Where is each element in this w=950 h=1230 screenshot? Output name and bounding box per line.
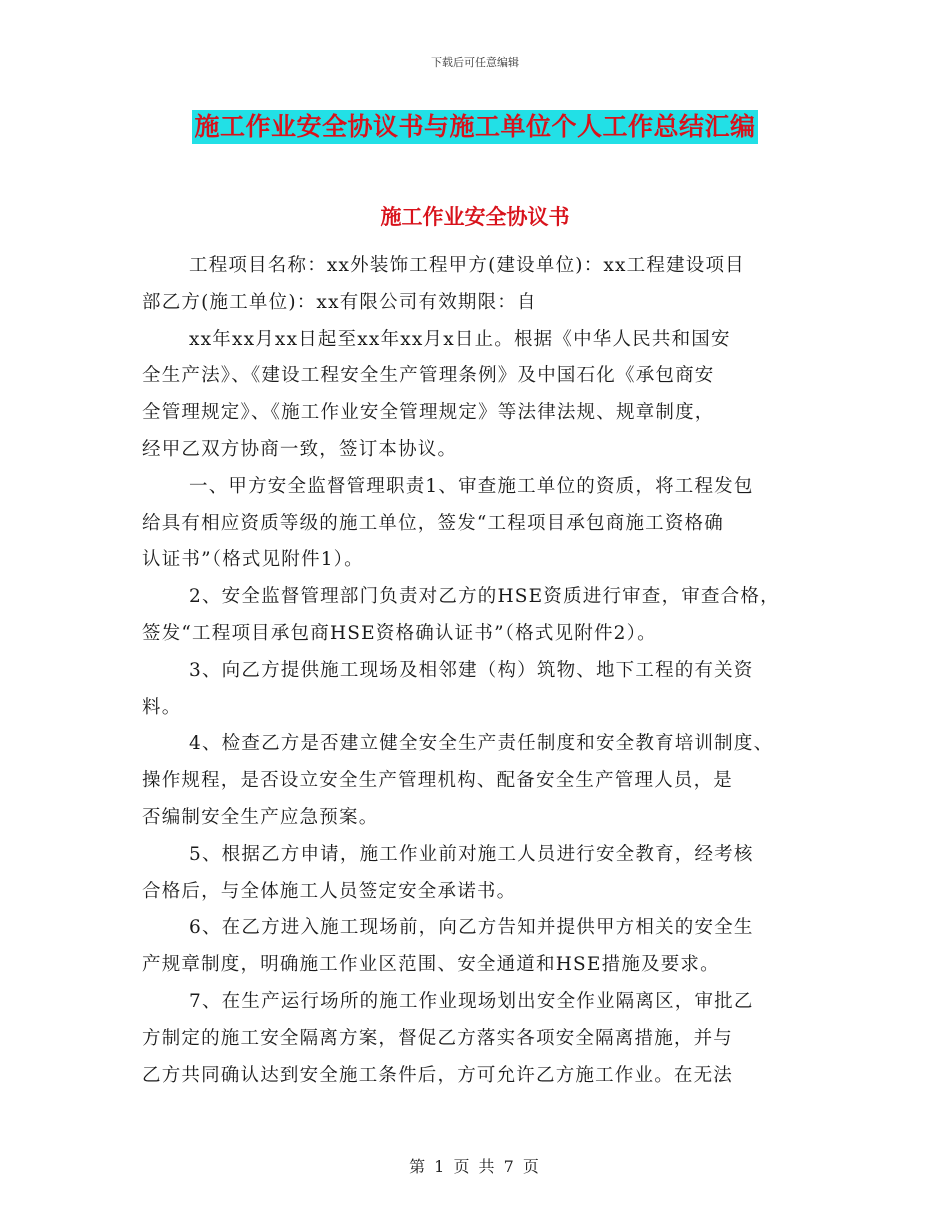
body-line: 产规章制度，明确施工作业区范围、安全通道和HSE措施及要求。 (142, 954, 720, 976)
body-line: 4、检查乙方是否建立健全安全生产责任制度和安全教育培训制度、 (189, 733, 774, 755)
body-line: 2、安全监督管理部门负责对乙方的HSE资质进行审查，审查合格， (189, 586, 780, 608)
section-title: 施工作业安全协议书 (380, 204, 570, 229)
body-line: 一、甲方安全监督管理职责1、审查施工单位的资质，将工程发包 (189, 475, 754, 497)
document-body (142, 248, 822, 1094)
body-line: 操作规程，是否设立安全生产管理机构、配备安全生产管理人员，是 (142, 770, 734, 792)
body-line: 工程项目名称：xx外装饰工程甲方(建设单位)：xx工程建设项目 (189, 255, 745, 276)
main-title: 施工作业安全协议书与施工单位个人工作总结汇编 (192, 110, 757, 144)
body-line: 部乙方(施工单位)：xx有限公司有效期限：自 (142, 291, 537, 313)
body-line: 合格后，与全体施工人员签定安全承诺书。 (142, 880, 517, 902)
body-line: 全管理规定》、《施工作业安全管理规定》等法律法规、规章制度， (142, 402, 715, 424)
body-line: 6、在乙方进入施工现场前，向乙方告知并提供甲方相关的安全生 (189, 917, 754, 939)
body-line: 乙方共同确认达到安全施工条件后，方可允许乙方施工作业。在无法 (142, 1064, 734, 1086)
header-note: 下载后可任意编辑 (431, 56, 519, 69)
body-line: 5、根据乙方申请，施工作业前对施工人员进行安全教育，经考核 (189, 843, 754, 865)
body-line: 全生产法》、《建设工程安全生产管理条例》及中国石化《承包商安 (142, 365, 715, 387)
body-line: 认证书”（格式见附件1）。 (142, 549, 364, 571)
body-line: xx年xx月xx日起至xx年xx月x日止。根据《中华人民共和国安 (189, 328, 731, 350)
body-line: 方制定的施工安全隔离方案，督促乙方落实各项安全隔离措施，并与 (142, 1027, 734, 1049)
main-title-wrap (0, 110, 950, 144)
body-line: 签发“工程项目承包商HSE资格确认证书”（格式见附件2）。 (142, 622, 657, 644)
body-line: 否编制安全生产应急预案。 (142, 806, 379, 828)
body-line: 料。 (142, 696, 182, 718)
body-line: 7、在生产运行场所的施工作业现场划出安全作业隔离区，审批乙 (189, 990, 754, 1012)
page-footer: 第 1 页 共 7 页 (409, 1157, 541, 1176)
body-line: 经甲乙双方协商一致，签订本协议。 (142, 438, 458, 460)
body-line: 3、向乙方提供施工现场及相邻建（构）筑物、地下工程的有关资 (189, 659, 754, 681)
body-line: 给具有相应资质等级的施工单位，签发“工程项目承包商施工资格确 (142, 512, 724, 534)
